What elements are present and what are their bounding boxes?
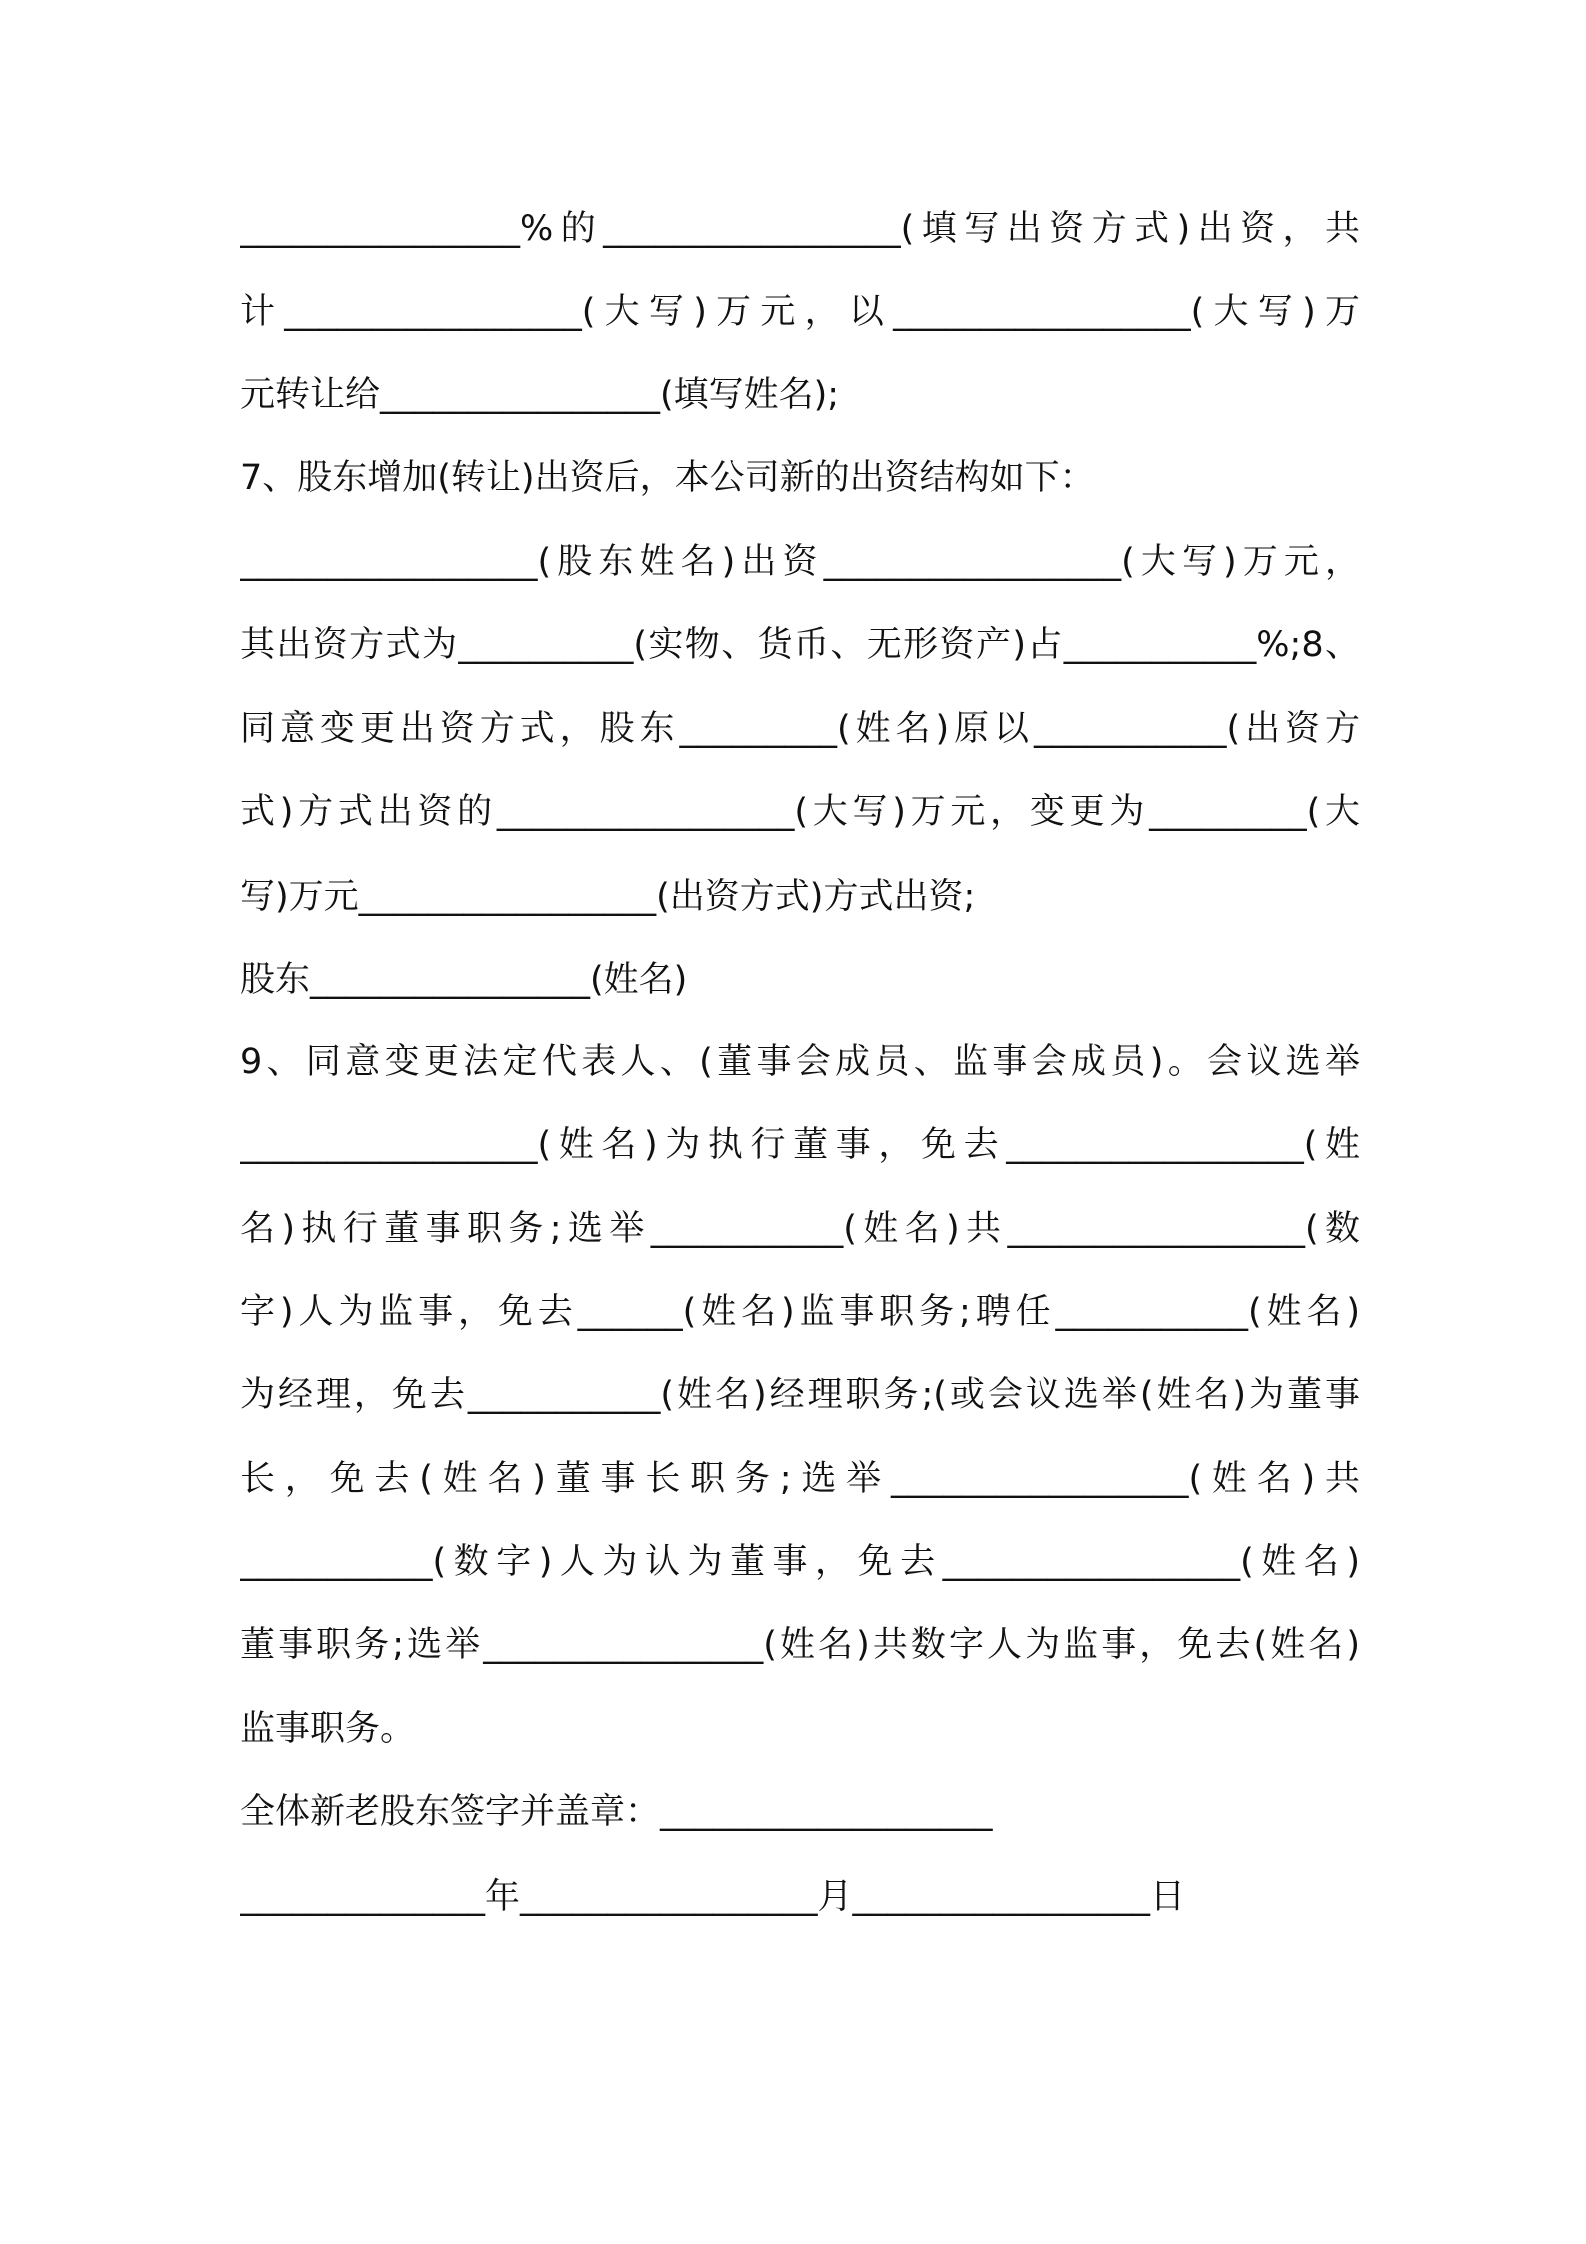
text-line-18: 董事职务;选举________________(姓名)共数字人为监事，免去(姓名): [240, 1625, 1360, 1665]
text-line-5: _________________(股东姓名)出资_________________(大写)万元，: [240, 542, 1360, 582]
text-line-19: 监事职务。: [240, 1709, 416, 1749]
text-line-15: 为经理，免去___________(姓名)经理职务;(或会议选举(姓名)为董事: [240, 1375, 1360, 1415]
text-line-8: 式)方式出资的_________________(大写)万元，变更为_________(大: [240, 792, 1360, 832]
text-line-7: 同意变更出资方式，股东_________(姓名)原以___________(出资方: [240, 709, 1360, 749]
text-line-16: 长，免去(姓名)董事长职务;选举_________________(姓名)共: [240, 1459, 1360, 1499]
signature-line: 全体新老股东签字并盖章：___________________: [240, 1792, 993, 1832]
text-line-10: 股东________________(姓名): [240, 960, 688, 1000]
text-line-11: 9、同意变更法定代表人、(董事会成员、监事会成员)。会议选举: [240, 1042, 1360, 1082]
text-line-13: 名)执行董事职务;选举___________(姓名)共_________________(数: [240, 1209, 1360, 1249]
text-line-3: 元转让给________________(填写姓名);: [240, 375, 840, 415]
text-line-14: 字)人为监事，免去______(姓名)监事职务;聘任___________(姓名): [240, 1292, 1360, 1332]
text-line-2: 计_________________(大写)万元，以_________________(大写)万: [240, 292, 1360, 332]
text-line-4: 7、股东增加(转让)出资后，本公司新的出资结构如下：: [240, 458, 1095, 498]
text-line-6: 其出资方式为__________(实物、货币、无形资产)占___________%;8、: [240, 625, 1360, 665]
date-line: ______________年_________________月_________________日: [240, 1877, 1186, 1917]
text-line-17: ___________(数字)人为认为董事，免去_________________(姓名): [240, 1542, 1360, 1582]
text-line-12: _________________(姓名)为执行董事，免去_________________(姓: [240, 1125, 1360, 1165]
text-line-9: 写)万元_________________(出资方式)方式出资;: [240, 877, 976, 917]
text-line-1: ________________%的_________________(填写出资方式)出资，共: [240, 209, 1360, 249]
